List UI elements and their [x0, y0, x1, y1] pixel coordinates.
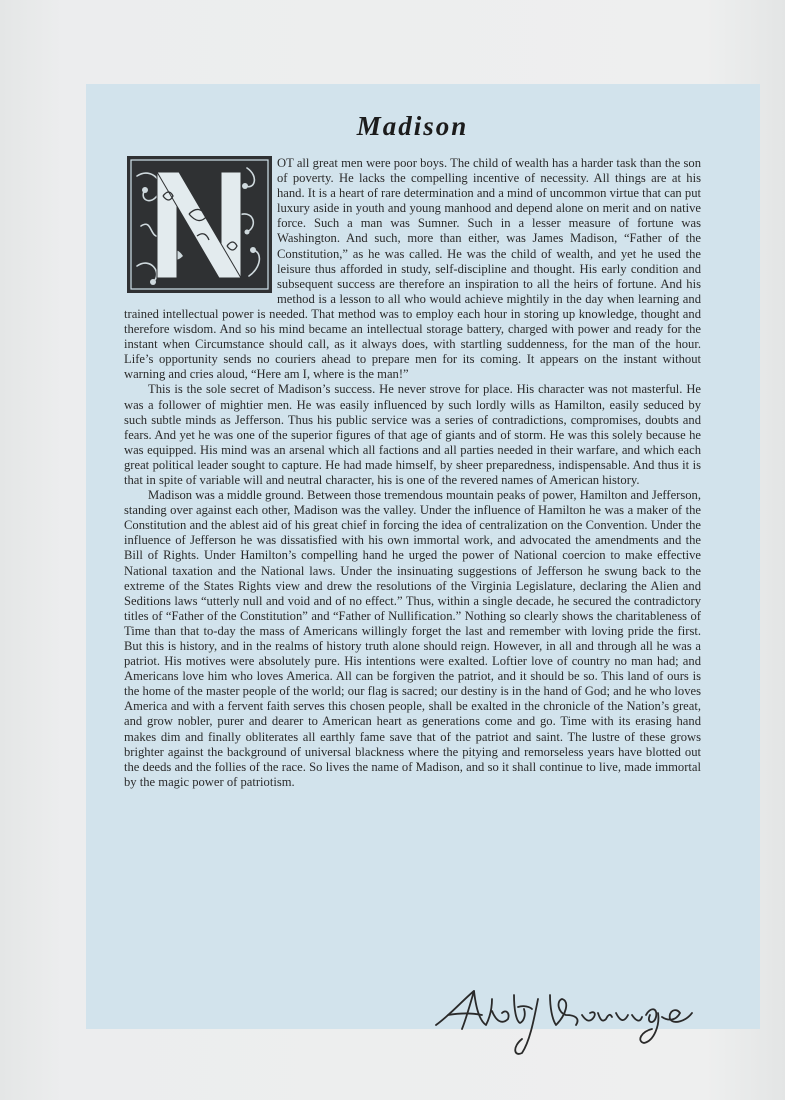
drop-cap — [124, 156, 272, 298]
handwritten-signature — [430, 985, 710, 1065]
ornamental-drop-cap-n — [127, 156, 272, 293]
paragraph-2: This is the sole secret of Madison’s success. He never strove for place. His character was not masterful. He was a follower of mightier men. He was easily influenced by such lordly wills as Hamilton, easily seduced by such subtle minds as Jefferson. Thus his public service was a series of contradictions, compromises, doubts and fears. And yet he was one of the superior figures of that age of giants and of storm. He was this solely because he was equipped. His mind was an arsenal which all factions and all parties needed in their warfare, and which each great political leader sought to capture. He had made himself, by sheer preparedness, indispensable. And thus it is that in spite of variable will and neutral character, his is one of the revered names of American history. — [124, 382, 701, 487]
article — [124, 108, 701, 790]
page-title: Madison — [356, 111, 469, 141]
signature — [430, 985, 710, 1065]
paragraph-1: OT all great men were poor boys. The child of wealth has a harder task than the son of poverty. He lacks the compelling incentive of necessity. All things are at his hand. It is a heart of rare determination and a mind of uncommon virtue that can put luxury aside in youth and young manhood and depend alone on merit and on native force. Such a man was Sumner. Such in a lesser measure of fortune was Washington. And such, more than either, was James Madison, “Father of the Constitution,” as he was called. He was the child of wealth, and yet he used the leisure thus afforded in study, self-discipline and thought. His early condition and subsequent success are therefore an inspiration to all the heirs of fortune. And his method is a lesson to all who would achieve mightily in the day when learning and trained intellectual power is needed. That method was to employ each hour in storing up knowledge, thought and therefore wisdom. And so his mind became an intellectual storage battery, charged with power and ready for the instant when Circumstance should call, as it always does, with startling suddenness, for the man of the hour. Life’s opportunity sends no couriers ahead to prepare men for its coming. It appears on the instant without warning and cries aloud, “Here am I, where is the man!” — [124, 156, 701, 382]
paragraph-3: Madison was a middle ground. Between those tremendous mountain peaks of power, Hamilton and Jefferson, standing over against each other, Madison was the valley. Under the influence of Hamilton he was a maker of the Constitution and the ablest aid of his great chief in forcing the idea of centralization on the Convention. Under the influence of Jefferson he was dissatisfied with his own immortal work, and advocated the amendments and the Bill of Rights. Under Hamilton’s compelling hand he urged the power of National coercion to make effective National taxation and the National laws. Under the insinuating suggestions of Jefferson he swung back to the extreme of the States Rights view and drew the resolutions of the Virginia Legislature, declaring the Alien and Seditions laws “utterly null and void and of no effect.” Thus, within a single decade, he secured the contradictory titles of “Father of the Constitution” and “Father of Nullification.” Nothing so clearly shows the charitableness of Time than that to-day the mass of Americans willingly forget the last and remember with loving pride the first. But this is history, and in the realms of history truth alone should reign. However, in all and through all he was a patriot. His motives were absolutely pure. His intentions were exalted. Loftier love of country no man had; and Americans love him who loves America. All can be forgiven the patriot, and it should be so. This land of ours is the home of the master people of the world; our flag is sacred; our destiny is in the hand of God; and he who loves America and with a fervent faith serves this chosen people, shall be exalted in the chronicle of the Nation’s great, and grow nobler, purer and dearer to American heart as generations come and go. Time with its erasing hand makes dim and finally obliterates all earthly fame save that of the patriot and saint. The lustre of these grows brighter against the background of universal blackness where the pitying and remorseless years have blotted out the deeds and the follies of the race. So lives the name of Madison, and so it shall continue to live, made immortal by the magic power of patriotism. — [124, 488, 701, 789]
